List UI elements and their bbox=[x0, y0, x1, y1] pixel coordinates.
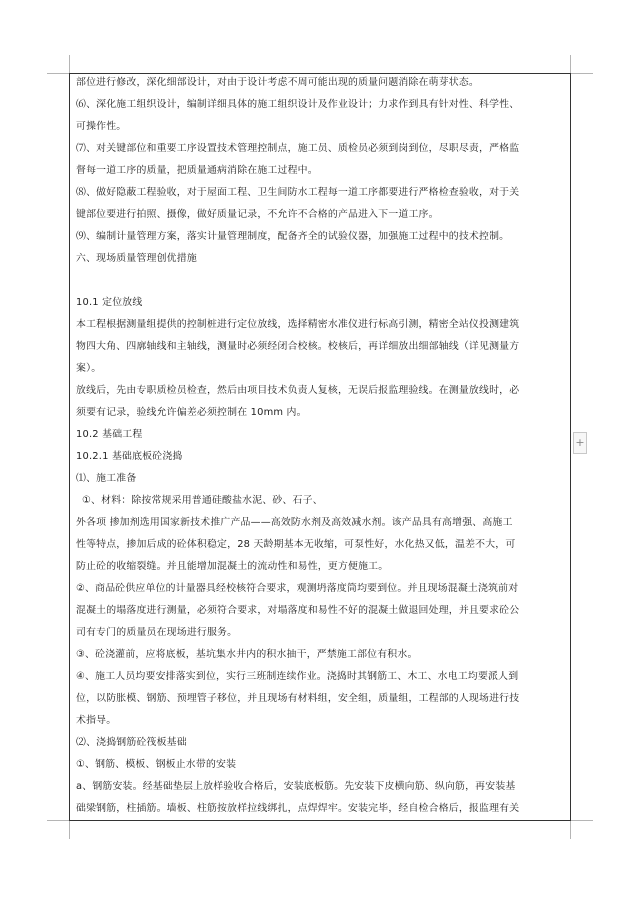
text-line: ⑵、浇捣钢筋砼筏板基础 bbox=[76, 737, 187, 748]
text-line: 可操作性。 bbox=[76, 121, 127, 132]
text-line: ④、施工人员均要安排落实到位，实行三班制连续作业。浇捣时其钢筋工、木工、水电工均要派人到 bbox=[76, 671, 519, 682]
crop-mark-top-left-h bbox=[47, 73, 69, 74]
text-line: 术指导。 bbox=[76, 715, 117, 726]
crop-mark-top-right-v bbox=[570, 55, 571, 73]
text-line: ⑻、做好隐蔽工程验收，对于屋面工程、卫生间防水工程每一道工序都要进行严格检查验收，对于关 bbox=[76, 187, 520, 198]
plus-icon: + bbox=[575, 436, 585, 449]
text-line: a、钢筋安装。经基础垫层上放样验收合格后，安装底板筋。先安装下皮横向筋、纵向筋，再安装基 bbox=[76, 781, 516, 792]
text-line: 放线后，先由专职质检员检查，然后由项目技术负责人复核，无误后报监理验线。在测量放线时，必 bbox=[76, 385, 520, 396]
section-heading: 10.2 基础工程 bbox=[76, 429, 143, 440]
text-line: 键部位要进行拍照、摄像，做好质量记录，不允许不合格的产品进入下一道工序。 bbox=[76, 209, 439, 220]
text-line: 本工程根据测量组提供的控制桩进行定位放线，选择精密水准仪进行标高引测，精密全站仪投测建筑 bbox=[76, 319, 520, 330]
text-line: ⑹、深化施工组织设计，编制详细具体的施工组织设计及作业设计；力求作到具有针对性、科学性、 bbox=[76, 99, 520, 110]
text-line: 司有专门的质量员在现场进行服务。 bbox=[76, 627, 238, 638]
text-line: 物四大角、四廓轴线和主轴线，测量时必须经闭合校核。校核后，再详细放出细部轴线（详见测量方 bbox=[76, 341, 520, 352]
text-line: ⑺、对关键部位和重要工序设置技术管理控制点，施工员、质检员必须到岗到位，尽职尽责，严格监 bbox=[76, 143, 520, 154]
section-heading: 10.2.1 基础底板砼浇捣 bbox=[76, 451, 183, 462]
text-line: ⑴、施工准备 bbox=[76, 473, 137, 484]
section-heading: 六、现场质量管理创优措施 bbox=[76, 253, 197, 264]
crop-mark-top-left-v bbox=[69, 55, 70, 73]
text-line: ①、材料：除按常规采用普通硅酸盐水泥、砂、石子、 bbox=[82, 495, 323, 506]
text-line: ①、钢筋、模板、钢板止水带的安装 bbox=[76, 759, 237, 770]
crop-mark-bottom-left-v bbox=[69, 821, 70, 839]
text-line: 须要有记录，验线允许偏差必须控制在 10mm 内。 bbox=[76, 407, 307, 418]
crop-mark-bottom-left-h bbox=[47, 820, 69, 821]
text-line: ③、砼浇灌前，应将底板，基坑集水井内的积水抽干，严禁施工部位有积水。 bbox=[76, 649, 418, 660]
text-line: 防止砼的收缩裂缝。并且能增加混凝土的流动性和易性，更方便施工。 bbox=[76, 561, 389, 572]
text-line: ②、商品砼供应单位的计量器具经校核符合要求，观测坍落度筒均要到位。并且现场混凝土浇筑前对 bbox=[76, 583, 519, 594]
expand-handle-button[interactable] bbox=[573, 432, 587, 454]
crop-mark-bottom-right-v bbox=[570, 821, 571, 839]
text-line: ⑼、编制计量管理方案，落实计量管理制度，配备齐全的试验仪器，加强施工过程中的技术控制。 bbox=[76, 231, 510, 242]
text-line: 础梁钢筋，柱插筋。墙板、柱筋按放样拉线绑扎，点焊焊牢。安装完毕，经自检合格后，报监理有关 bbox=[76, 803, 520, 814]
crop-mark-bottom-right-h bbox=[571, 820, 593, 821]
text-frame bbox=[69, 73, 571, 821]
text-line: 位，以防胀模、钢筋、预埋管子移位，并且现场有材料组，安全组，质量组，工程部的人现场进行技 bbox=[76, 693, 520, 704]
text-line: 性等特点，掺加后成的砼体积稳定，28 天龄期基本无收缩，可泵性好，水化热又低，温差不大，可 bbox=[76, 539, 516, 550]
text-line: 混凝土的塌落度进行测量，必须符合要求，对塌落度和易性不好的混凝土做退回处理，并且要求砼公 bbox=[76, 605, 520, 616]
text-line: 案）。 bbox=[76, 363, 102, 374]
text-line: 督每一道工序的质量，把质量通病消除在施工过程中。 bbox=[76, 165, 318, 176]
crop-mark-top-right-h bbox=[571, 73, 593, 74]
text-line: 外各项 掺加剂选用国家新技术推广产品——高效防水剂及高效减水剂。该产品具有高增强、高施工 bbox=[76, 517, 513, 528]
section-heading: 10.1 定位放线 bbox=[76, 297, 143, 308]
text-line: 部位进行修改，深化细部设计，对由于设计考虑不周可能出现的质量问题消除在萌芽状态。 bbox=[76, 77, 480, 88]
